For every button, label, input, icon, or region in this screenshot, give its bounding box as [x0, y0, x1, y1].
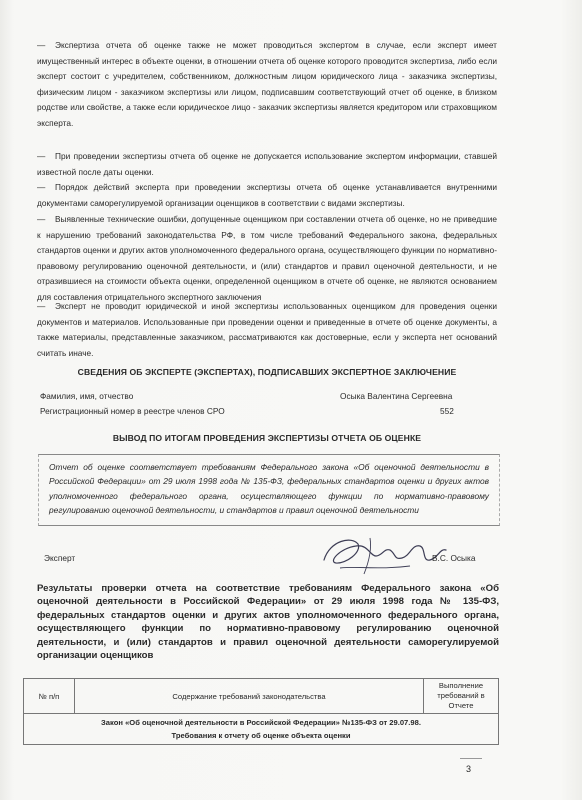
law-title: Закон «Об оценочной деятельности в Российской Федерации» №135-ФЗ от 29.07.98.: [101, 718, 421, 727]
table-span-cell: [24, 714, 499, 745]
expert-name-value: Осыка Валентина Сергеевна: [340, 391, 453, 401]
paragraph-text: Экспертиза отчета об оценке также не может проводиться экспертом в случае, если эксперт имеет имущественный интерес в объекте оценки, в отношении отчета об оценке которого проводится экспертиза, либо если эксперт состоит с учредителем, собственником, должностным лицом юридического лица - заказчика экспертизы, физическим лицом - заказчиком экспертизы или лицом, подписавшим соответствующий отчет об оценке, в близком родстве или свойстве, а также если юридическое лицо - заказчик экспертизы является кредитором или страховщиком эксперта.: [37, 40, 497, 128]
requirements-table: [23, 678, 499, 745]
expert-signature-name: В.С. Осыка: [432, 553, 476, 563]
expert-signature-label: Эксперт: [44, 553, 76, 563]
paragraph-procedure: [37, 180, 497, 211]
paragraph-text: Эксперт не проводит юридической и иной экспертизы использованных оценщиком для проведения оценки документов и материалов. Использованные при проведении оценки и приведенные в отчете об оценке документы, а также материалы, представленные заказчиком, рассматриваются как достоверные, если у эксперта нет оснований считать иначе.: [37, 301, 497, 358]
page-number: 3: [466, 764, 472, 774]
registration-number-label: Регистрационный номер в реестре членов СРО: [40, 406, 225, 416]
dash-marker: —: [37, 151, 46, 161]
header-number: № п/п: [24, 679, 75, 714]
conclusion-text: Отчет об оценке соответствует требованиям Федерального закона «Об оценочной деятельности в Российской Федерации» от 29 июля 1998 года № 135-ФЗ, федеральных стандартов оценки и других актов уполномоченного федерального органа, осуществляющего функции по нормативно-правовому регулированию оценочной деятельности, и стандартов и правил оценочной деятельности: [49, 462, 489, 516]
paragraph-technical-errors: [37, 212, 497, 306]
conclusion-box: [38, 454, 500, 526]
dash-marker: —: [37, 182, 46, 192]
registration-number-value: 552: [440, 406, 454, 416]
paragraph-text: При проведении экспертизы отчета об оценке не допускается использование экспертом информации, ставшей известной после даты оценки.: [37, 151, 497, 177]
experts-section-title: СВЕДЕНИЯ ОБ ЭКСПЕРТЕ (ЭКСПЕРТАХ), ПОДПИСАВШИХ ЭКСПЕРТНОЕ ЗАКЛЮЧЕНИЕ: [77, 367, 457, 377]
paragraph-text: Порядок действий эксперта при проведении экспертизы отчета об оценке устанавливается внутренними документами саморегулируемой организации оценщиков в соответствии с видами экспертизы.: [37, 182, 497, 208]
conclusion-section-title: ВЫВОД ПО ИТОГАМ ПРОВЕДЕНИЯ ЭКСПЕРТИЗЫ ОТЧЕТА ОБ ОЦЕНКЕ: [112, 433, 422, 443]
results-heading: Результаты проверки отчета на соответствие требованиям Федерального закона «Об оценочной деятельности в Российской Федерации» от 29 июля 1998 года № 135-ФЗ, федеральных стандартов оценки и других актов уполномоченного федерального органа, осуществляющего функции по нормативно-правовому регулированию оценочной деятельности, и (или) стандартов и правил оценочной деятельности саморегулируемой организации оценщиков: [37, 583, 499, 662]
page-number-divider: [460, 758, 482, 759]
paragraph-legal-expertise: [37, 299, 497, 361]
dash-marker: —: [37, 214, 46, 224]
report-requirements-title: Требования к отчету об оценке объекта оценки: [171, 731, 351, 740]
table-header-row: [24, 679, 499, 714]
paragraph-text: Выявленные технические ошибки, допущенные оценщиком при составлении отчета об оценке, но не приведшие к нарушению требований законодательства РФ, в том числе требований Федерального закона, федеральных стандартов оценки и других актов уполномоченного федерального органа, осуществляющего функции по нормативно-правовому регулированию оценочной деятельности, и (или) стандартов и правил оценочной деятельности, и не отразившиеся на стоимости объекта оценки, определенной оценщиком в отчете об оценке, не являются основанием для составления отрицательного экспертного заключения: [37, 214, 497, 302]
header-content: Содержание требований законодательства: [75, 679, 424, 714]
paragraph-conflict-of-interest: [37, 38, 497, 132]
expert-name-label: Фамилия, имя, отчество: [40, 391, 134, 401]
dash-marker: —: [37, 301, 46, 311]
table-row: [24, 714, 499, 745]
paragraph-info-after-date: [37, 149, 497, 180]
dash-marker: —: [37, 40, 46, 50]
header-fulfilment: Выполнение требований в Отчете: [424, 679, 499, 714]
